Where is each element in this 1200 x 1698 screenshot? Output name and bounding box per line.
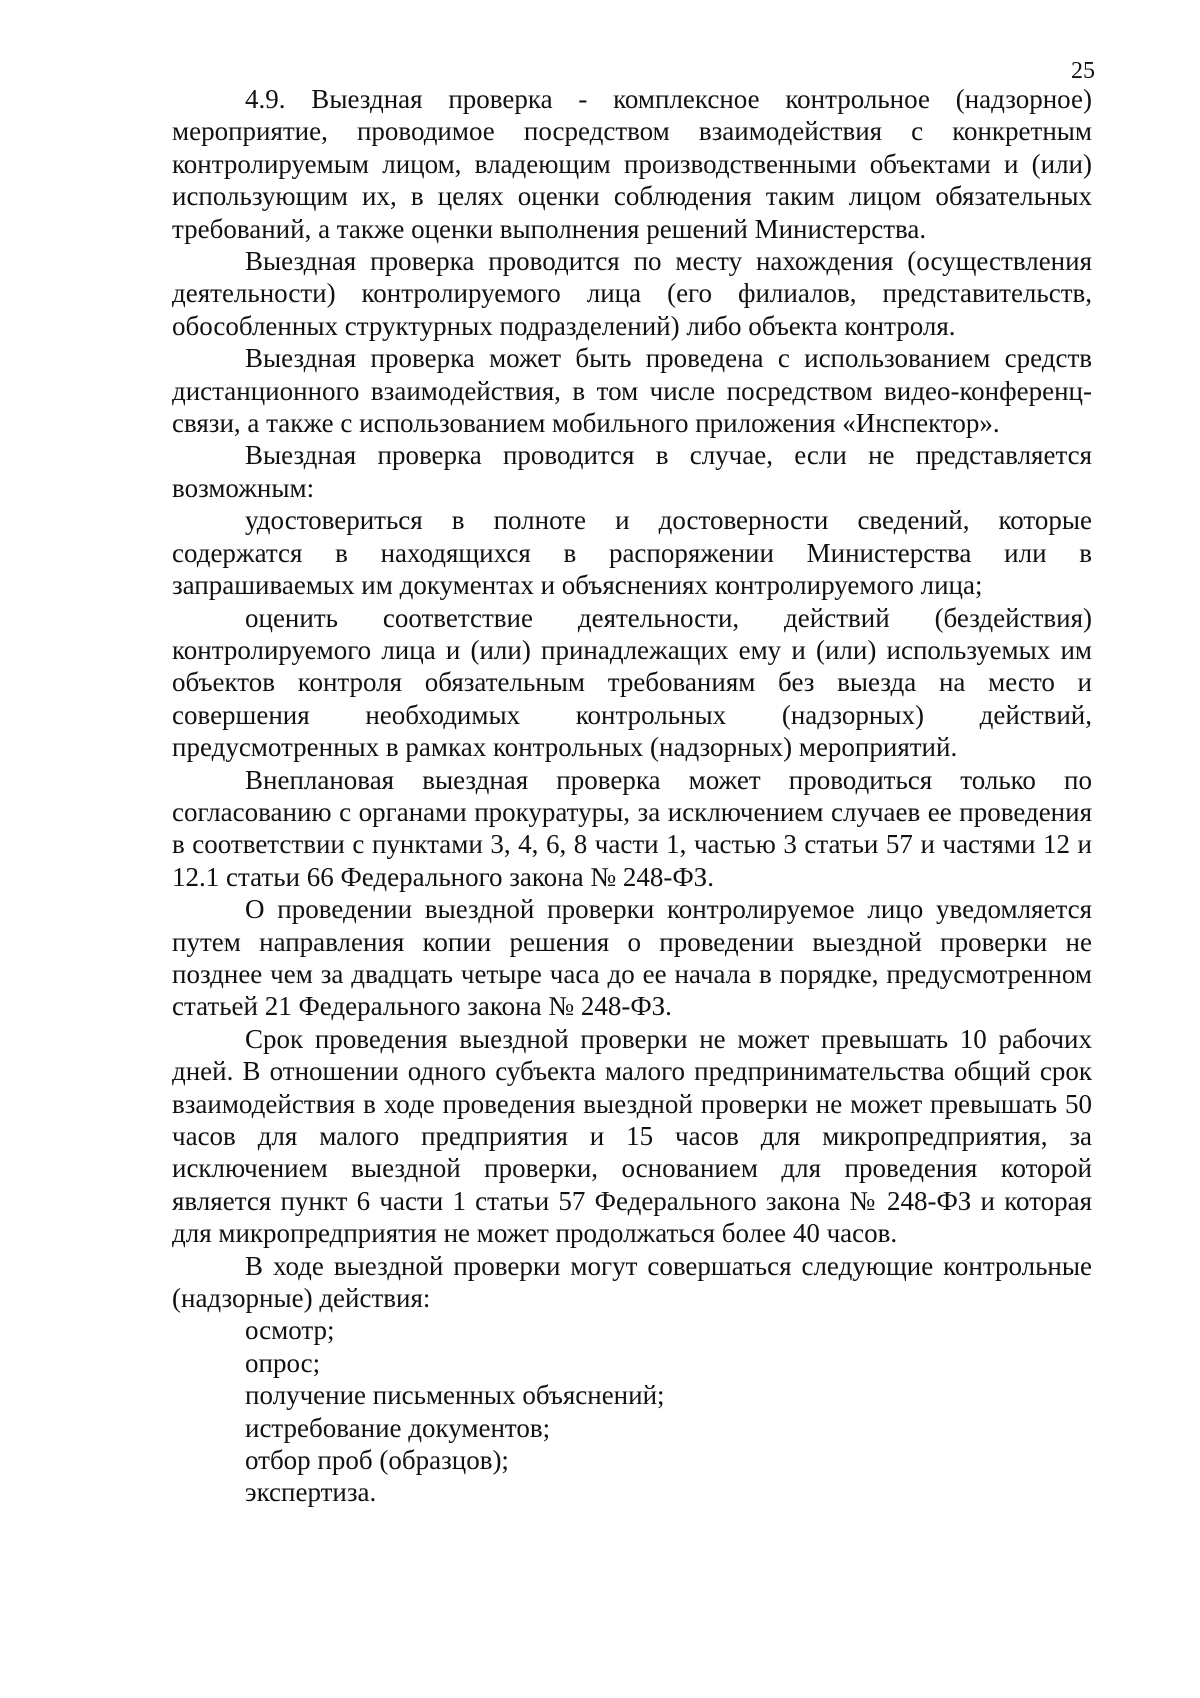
list-item: экспертиза. [245, 1477, 377, 1508]
actions-list [172, 1314, 1092, 1508]
page-number: 25 [1071, 58, 1095, 84]
list-item: отбор проб (образцов); [245, 1445, 509, 1476]
paragraph-actions-intro: В ходе выездной проверки могут совершаться следующие контрольные (надзорные) действия: [172, 1250, 1092, 1314]
list-item: опрос; [245, 1347, 321, 1378]
list-item: истребование документов; [245, 1412, 551, 1443]
paragraph-remote: Выездная проверка может быть проведена с использованием средств дистанционного взаимодействия, в том числе посредством видео-конференц-связи, а также с использованием мобильного приложения «Инспектор». [172, 343, 1092, 439]
paragraph-verify: удостовериться в полноте и достоверности сведений, которые содержатся в находящихся в распоряжении Министерства или в запрашиваемых им документах и объяснениях контролируемого лица; [172, 505, 1092, 601]
list-item: получение письменных объяснений; [245, 1380, 665, 1411]
list-item: осмотр; [245, 1315, 335, 1346]
paragraph-4-9: 4.9. Выездная проверка - комплексное контрольное (надзорное) мероприятие, проводимое посредством взаимодействия с конкретным контролируемым лицом, владеющим производственными объектами и (или) использующим их, в целях оценки соблюдения таким лицом обязательных требований, а также оценки выполнения решений Министерства. [172, 84, 1092, 244]
paragraph-duration: Срок проведения выездной проверки не может превышать 10 рабочих дней. В отношении одного субъекта малого предпринимательства общий срок взаимодействия в ходе проведения выездной проверки не может превышать 50 часов для малого предприятия и 15 часов для микропредприятия, за исключением выездной проверки, основанием для проведения которой является пункт 6 части 1 статьи 57 Федерального закона № 248-ФЗ и которая для микропредприятия не может продолжаться более 40 часов. [172, 1023, 1092, 1249]
document-body [172, 83, 1092, 1509]
paragraph-assess: оценить соответствие деятельности, действий (бездействия) контролируемого лица и (или) принадлежащих ему и (или) используемых им объектов контроля обязательным требованиям без выезда на место и совершения необходимых контрольных (надзорных) действий, предусмотренных в рамках контрольных (надзорных) мероприятий. [172, 602, 1092, 763]
paragraph-location: Выездная проверка проводится по месту нахождения (осуществления деятельности) контролируемого лица (его филиалов, представительств, обособленных структурных подразделений) либо объекта контроля. [172, 246, 1092, 341]
paragraph-cases: Выездная проверка проводится в случае, если не представляется возможным: [172, 440, 1092, 503]
paragraph-unscheduled: Внеплановая выездная проверка может проводиться только по согласованию с органами прокуратуры, за исключением случаев ее проведения в соответствии с пунктами 3, 4, 6, 8 части 1, частью 3 статьи 57 и частями 12 и 12.1 статьи 66 Федерального закона № 248-ФЗ. [172, 764, 1092, 892]
paragraph-notification: О проведении выездной проверки контролируемое лицо уведомляется путем направления копии решения о проведении выездной проверки не позднее чем за двадцать четыре часа до ее начала в порядке, предусмотренном статьей 21 Федерального закона № 248-ФЗ. [172, 894, 1092, 1022]
